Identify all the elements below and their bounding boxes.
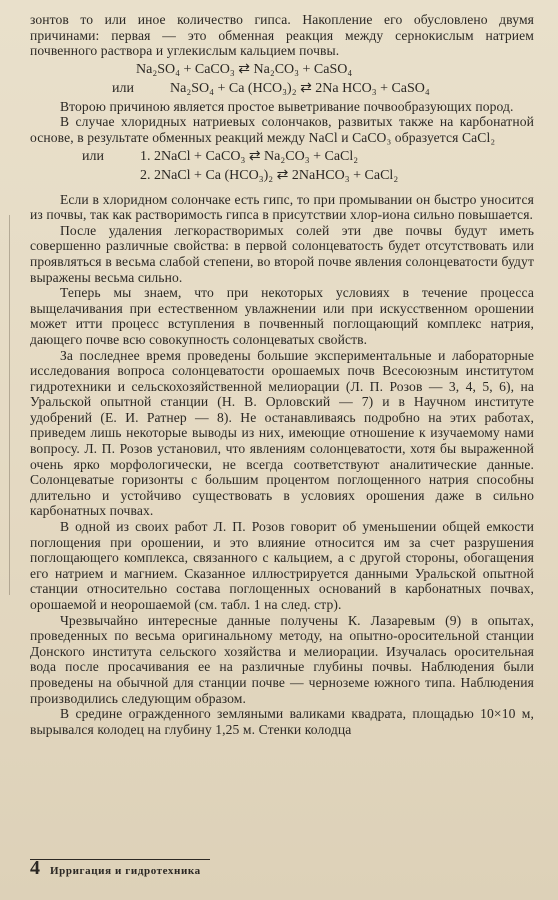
- paragraph-chloride: В случае хлоридных натриевых солончаков, развитых также на карбонатной основе, в результате обменных реакций между NaCl и CaCO₃ образуется CaCl₂: [30, 114, 534, 145]
- page-number: 4: [30, 857, 40, 879]
- formula-2a-lead: или: [82, 148, 104, 164]
- paragraph-method: В средине огражденного земляными валиками квадрата, площадью 10×10 м, вырывался колодец на глубину 1,25 м. Стенки колодца: [30, 706, 534, 737]
- formula-2a-text: 1. 2NaCl + CaCO₃ ⇄ Na₂CO₃ + CaCl₂: [140, 148, 359, 164]
- paragraph-gypsum: Если в хлоридном солончаке есть гипс, то при промывании он быстро уносится из почвы, так как растворимость гипса в присутствии хлор-иона сильно повышается.: [30, 191, 534, 223]
- paragraph-second-cause: Второю причиною является простое выветривание почвообразующих пород.: [60, 98, 514, 114]
- formula-1a: Na₂SO₄ + CaCO₃ ⇄ Na₂CO₃ + CaSO₄: [136, 61, 353, 77]
- formula-2b: 2. 2NaCl + Ca (HCO₃)₂ ⇄ 2NaHCO₃ + CaCl₂: [140, 167, 399, 183]
- paragraph-lazarev: Чрезвычайно интересные данные получены К. Лазаревым (9) в опытах, проведенных по весьма оригинальному методу, на опытно-оросительной станции Донского института сельского хозяйства и мелиорации. Изучалась оросительная вода после просачивания ее на различные глубины почвы. Наблюдения были проведены на обычной для станции почве — черноземе южного типа. Наблюдения производились следующим образом.: [30, 612, 534, 706]
- margin-line: [9, 215, 10, 595]
- formula-2a: [30, 148, 534, 165]
- paragraph-after-removal: После удаления легкорастворимых солей эти две почвы будут иметь совершенно различные свойства: в первой солонцеватость будет отсутствовать или проявляться в весьма слабой степени, во второй почве явления солонцеватости будут выражены весьма сильно.: [30, 222, 534, 285]
- formula-1b-lead: или: [112, 80, 134, 96]
- paragraph-intro: зонтов то или иное количество гипса. Накопление его обусловлено двумя причинами: первая — это обменная реакция между сернокислым натрием почвенного раствора и углекислым кальцием почвы.: [30, 12, 534, 59]
- signature-mark: Ирригация и гидротехника: [50, 865, 201, 877]
- page-footer: [30, 857, 201, 880]
- formula-1b-text: Na₂SO₄ + Ca (HCO₃)₂ ⇄ 2Na HCO₃ + CaSO₄: [170, 80, 430, 96]
- paragraph-rozov: В одной из своих работ Л. П. Розов говорит об уменьшении общей емкости поглощения при орошении, и это влияние относится им за счет разрушения поглощающего комплекса, связанного с кальцием, а с другой стороны, обогащения его натрием и магнием. Сказанное иллюстрируется данными Уральской опытной станции относительно состава поглощенных оснований в карбонатных почвах, орошаемой и неорошаемой (см. табл. 1 на след. стр).: [30, 519, 534, 612]
- paragraph-conditions: Теперь мы знаем, что при некоторых условиях в течение процесса выщелачивания при естественном увлажнении или при искусственном орошении может итти процесс вступления в почвенный поглощающий комплекс натрия, дающего почве всю совокупность солонцеватых свойств.: [30, 285, 534, 347]
- paragraph-research: За последнее время проведены большие экспериментальные и лабораторные исследования вопроса солонцеватости орошаемых почв Всесоюзным институтом гидротехники и сельскохозяйственной мелиорации (Л. П. Розов — 3, 4, 5, 6), на Уральской опытной станции (Н. В. Орловский — 7) и в Научном институте удобрений (Е. И. Ратнер — 8). Не останавливаясь подробно на этих работах, приведем лишь некоторые выводы из них, имеющие отношение к изучаемому нами вопросу. Л. П. Розов установил, что явлениям солонцеватости, хотя бы выраженной очень ярко морфологически, не всегда соответствуют аналитические данные. Солонцеватые горизонты с большим процентом поглощенного натрия способны длительно и устойчиво существовать в условиях орошения даже в сильно карбонатных почвах.: [30, 347, 534, 519]
- formula-1b: [30, 80, 534, 97]
